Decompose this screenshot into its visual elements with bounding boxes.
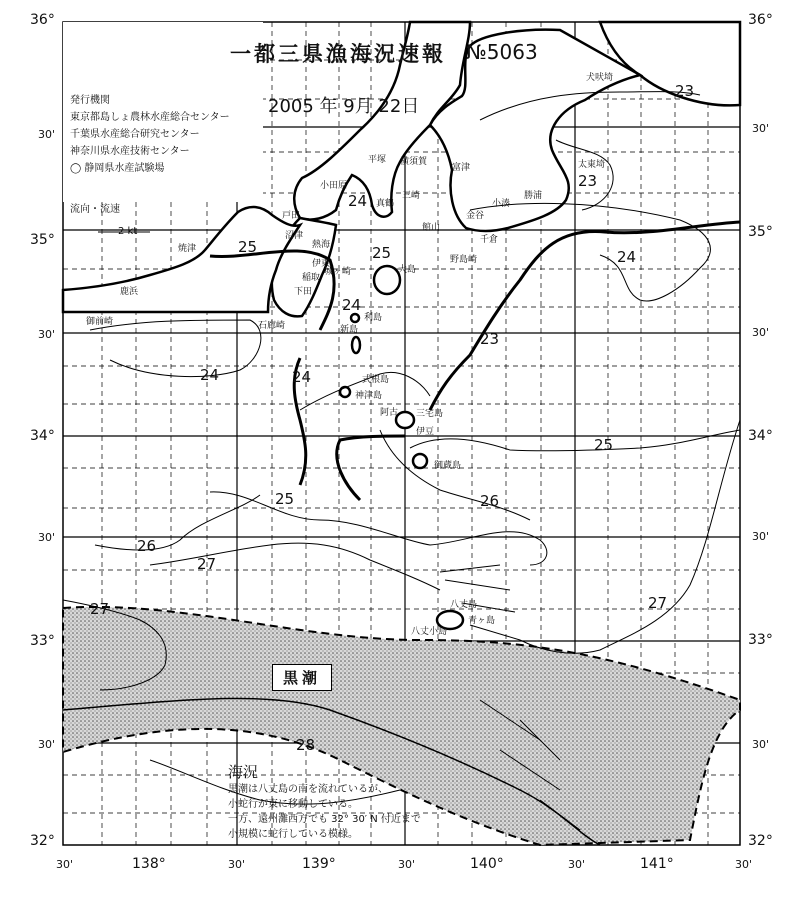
lat-label-right: 36°	[748, 12, 773, 28]
island-niijima	[352, 337, 360, 353]
place-label: 三崎	[402, 191, 421, 201]
island-toshima	[351, 314, 359, 322]
place-label: 小湊	[492, 199, 511, 209]
lon-label: 30'	[56, 858, 74, 871]
lat-label-left: 30'	[38, 738, 56, 751]
place-label: 平塚	[368, 155, 387, 165]
place-label: 焼津	[178, 244, 197, 254]
lat-label-right: 32°	[748, 833, 773, 849]
place-label: 大島	[398, 265, 417, 275]
issuer-heading: 発行機関	[70, 95, 110, 106]
isotherm-label: 25	[594, 436, 614, 454]
place-label: 石廊崎	[258, 321, 286, 331]
isotherm-label: 26	[137, 537, 157, 555]
isotherm-label: 23	[675, 82, 695, 100]
place-label: 勝浦	[524, 191, 543, 201]
lat-label-left: 35°	[30, 232, 55, 248]
isotherm-label: 24	[292, 368, 312, 386]
lat-label-left: 30'	[38, 531, 56, 544]
lat-label-left: 30'	[38, 328, 56, 341]
isotherm-label: 24	[348, 192, 368, 210]
place-label: 八丈小島	[411, 627, 448, 637]
place-label: 新島	[340, 325, 359, 335]
place-label: 御前崎	[86, 317, 114, 327]
isotherm-label: 25	[238, 238, 258, 256]
isotherm-label: 24	[617, 248, 637, 266]
place-label: 千倉	[480, 235, 499, 245]
issue-date: 2005 年 9月 22日	[268, 96, 420, 117]
place-label: 下田	[294, 287, 313, 297]
isotherm-label: 27	[197, 555, 217, 573]
isotherm-label: 24	[200, 366, 220, 384]
place-label: 金谷	[466, 211, 485, 221]
place-label: 戸田	[282, 211, 301, 221]
place-label: 式根島	[362, 375, 390, 385]
lat-label-right: 30'	[752, 738, 770, 751]
isotherm-label: 27	[648, 594, 668, 612]
current-legend	[70, 203, 137, 239]
current-legend-label: 流向・流速	[70, 204, 120, 215]
sea-condition-line: 小規模に蛇行している模様。	[228, 829, 358, 840]
place-label: 熱海	[312, 240, 331, 250]
place-label: 八丈島	[450, 600, 478, 610]
isotherm-label: 23	[480, 330, 500, 348]
lon-label: 138°	[132, 856, 166, 872]
lat-label-right: 30'	[752, 122, 770, 135]
place-label: 館山	[422, 223, 441, 233]
issuer-block	[70, 92, 230, 177]
current-arrow	[440, 565, 500, 572]
isotherm-label: 25	[275, 490, 295, 508]
place-label: 伊東	[312, 259, 331, 269]
isotherm-label: 28	[296, 736, 316, 754]
place-label: 神津島	[355, 391, 383, 401]
place-label: 富津	[452, 163, 471, 173]
place-label: 鹿浜	[120, 287, 139, 297]
island-mikura	[413, 454, 427, 468]
lon-label: 139°	[302, 856, 336, 872]
place-label: 真鶴	[376, 199, 395, 209]
lat-label-left: 34°	[30, 428, 55, 444]
place-label: 横須賀	[400, 157, 428, 167]
island-kozu	[340, 387, 350, 397]
place-label: 太東埼	[578, 160, 606, 170]
lon-label: 140°	[470, 856, 504, 872]
isotherm-label: 25	[372, 244, 392, 262]
lat-label-right: 30'	[752, 530, 770, 543]
place-label: 三宅島	[416, 409, 444, 419]
isotherm-label: 23	[578, 172, 598, 190]
kuroshio-label: 黒潮	[272, 664, 332, 691]
current-legend-scale: 2 kt	[118, 226, 138, 237]
place-label: 城ヶ崎	[324, 267, 352, 277]
isotherm-label: 26	[480, 492, 500, 510]
lat-label-right: 34°	[748, 428, 773, 444]
place-label: 御蔵島	[434, 461, 462, 471]
sea-condition-note	[228, 765, 498, 842]
isotherm-label: 27	[90, 600, 110, 618]
current-arrow	[470, 625, 520, 640]
island-oshima	[374, 266, 400, 294]
lat-label-left: 33°	[30, 633, 55, 649]
place-label: 青ヶ島	[468, 616, 496, 626]
lon-label: 30'	[398, 858, 416, 871]
islands	[340, 266, 463, 629]
lat-label-right: 33°	[748, 632, 773, 648]
sea-condition-line: 黒潮は八丈島の南を流れているが、	[228, 784, 388, 795]
lat-label-right: 30'	[752, 326, 770, 339]
place-label: 小田原	[320, 181, 348, 191]
sea-condition-heading: 海況	[228, 763, 259, 781]
sea-condition-line: 一方、遠州灘西方でも 32° 30′ N 付近まで	[228, 814, 421, 825]
lon-label: 30'	[568, 858, 586, 871]
island-miyake	[396, 412, 414, 428]
lon-label: 30'	[228, 858, 246, 871]
place-label: 犬吠埼	[586, 73, 614, 83]
issuer-item: 千葉県水産総合研究センター	[70, 129, 200, 140]
lat-label-left: 36°	[30, 12, 55, 28]
place-label: 野島崎	[450, 255, 478, 265]
place-label: 稲取	[302, 273, 321, 283]
current-arrow	[445, 580, 510, 590]
place-label: 沼津	[285, 231, 304, 241]
lon-label: 141°	[640, 856, 674, 872]
lat-label-left: 30'	[38, 128, 56, 141]
issuer-item: 東京都島しょ農林水産総合センター	[70, 112, 230, 123]
lat-label-right: 35°	[748, 224, 773, 240]
sea-condition-line: 小蛇行が東に移動している。	[228, 799, 358, 810]
place-label: 阿古	[380, 408, 399, 418]
lat-label-left: 32°	[30, 833, 55, 849]
issuer-item: ◯ 静岡県水産試験場	[70, 163, 165, 174]
map-title: 一都三県漁海況速報	[230, 42, 446, 66]
issue-number: №5063	[466, 40, 538, 64]
place-label: 伊豆	[416, 427, 435, 437]
isotherm-label: 24	[342, 296, 362, 314]
lon-label: 30'	[735, 858, 753, 871]
issuer-item: 神奈川県水産技術センター	[70, 146, 190, 157]
place-label: 利島	[364, 313, 383, 323]
